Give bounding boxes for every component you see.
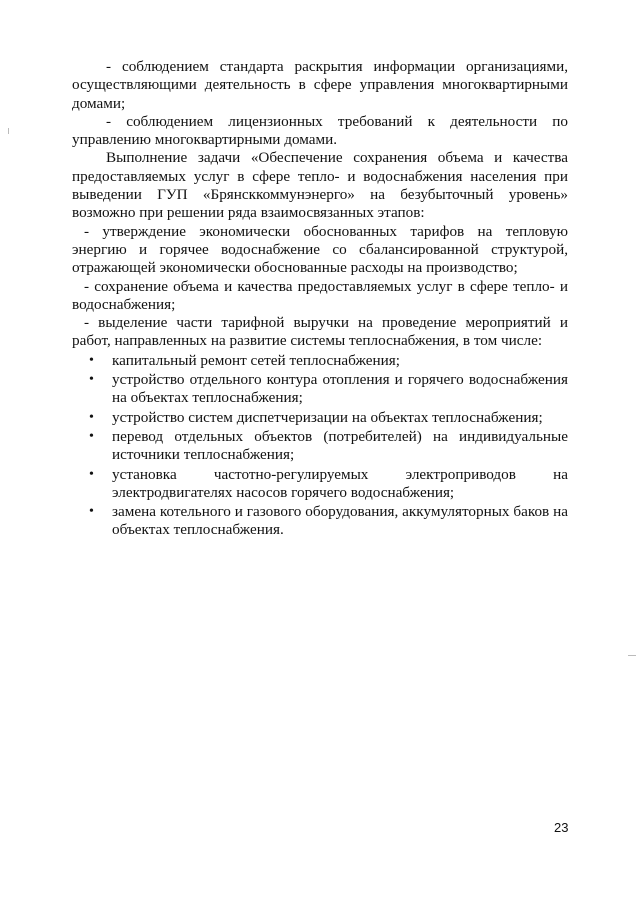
list-item: [72, 409, 568, 427]
document-page: [72, 58, 568, 541]
bullet-icon: •: [89, 352, 94, 368]
list-item-text: установка частотно-регулируемых электроприводов на электродвигателях насосов горячего водоснабжения;: [112, 465, 568, 501]
list-item: [72, 352, 568, 370]
measures-bullet-list: [72, 352, 568, 540]
list-item: [72, 371, 568, 408]
list-item-text: перевод отдельных объектов (потребителей) на индивидуальные источники теплоснабжения;: [112, 427, 568, 464]
bullet-icon: •: [89, 428, 94, 444]
bullet-icon: •: [89, 372, 94, 388]
bullet-icon: •: [89, 409, 94, 425]
page-number: 23: [554, 820, 569, 835]
paragraph-license-requirements: - соблюдением лицензионных требований к деятельности по управлению многоквартирными домами.: [72, 112, 568, 149]
scan-artifact-mark: [628, 655, 636, 656]
list-item-text: капитальный ремонт сетей теплоснабжения;: [112, 351, 400, 369]
bullet-icon: •: [89, 504, 94, 520]
list-item-text: устройство отдельного контура отопления и горячего водоснабжения на объектах теплоснабжения;: [112, 371, 568, 407]
list-item: [72, 428, 568, 465]
list-item-text: замена котельного и газового оборудования, аккумуляторных баков на объектах теплоснабжения.: [112, 503, 568, 539]
list-item: [72, 503, 568, 540]
paragraph-tariff-approval: - утверждение экономически обоснованных тарифов на тепловую энергию и горячее водоснабжение со сбалансированной структурой, отражающей экономически обоснованные расходы на производство;: [72, 222, 568, 277]
paragraph-disclosure-standard: - соблюдением стандарта раскрытия информации организациями, осуществляющими деятельность в сфере управления многоквартирными домами;: [72, 58, 568, 112]
list-item: [72, 466, 568, 503]
paragraph-service-preservation: - сохранение объема и качества предоставляемых услуг в сфере тепло- и водоснабжения;: [72, 277, 568, 313]
list-item-text: устройство систем диспетчеризации на объектах теплоснабжения;: [112, 408, 543, 426]
paragraph-task-description: Выполнение задачи «Обеспечение сохранения объема и качества предоставляемых услуг в сфере тепло- и водоснабжения населения при выведении ГУП «Брянсккоммунэнерго» на безубыточный уровень» возможно при решении ряда взаимосвязанных этапов:: [72, 149, 568, 222]
bullet-icon: •: [89, 466, 94, 482]
paragraph-tariff-revenue-allocation: - выделение части тарифной выручки на проведение мероприятий и работ, направленных на развитие системы теплоснабжения, в том числе:: [72, 314, 568, 350]
scan-artifact-mark: [8, 128, 9, 134]
